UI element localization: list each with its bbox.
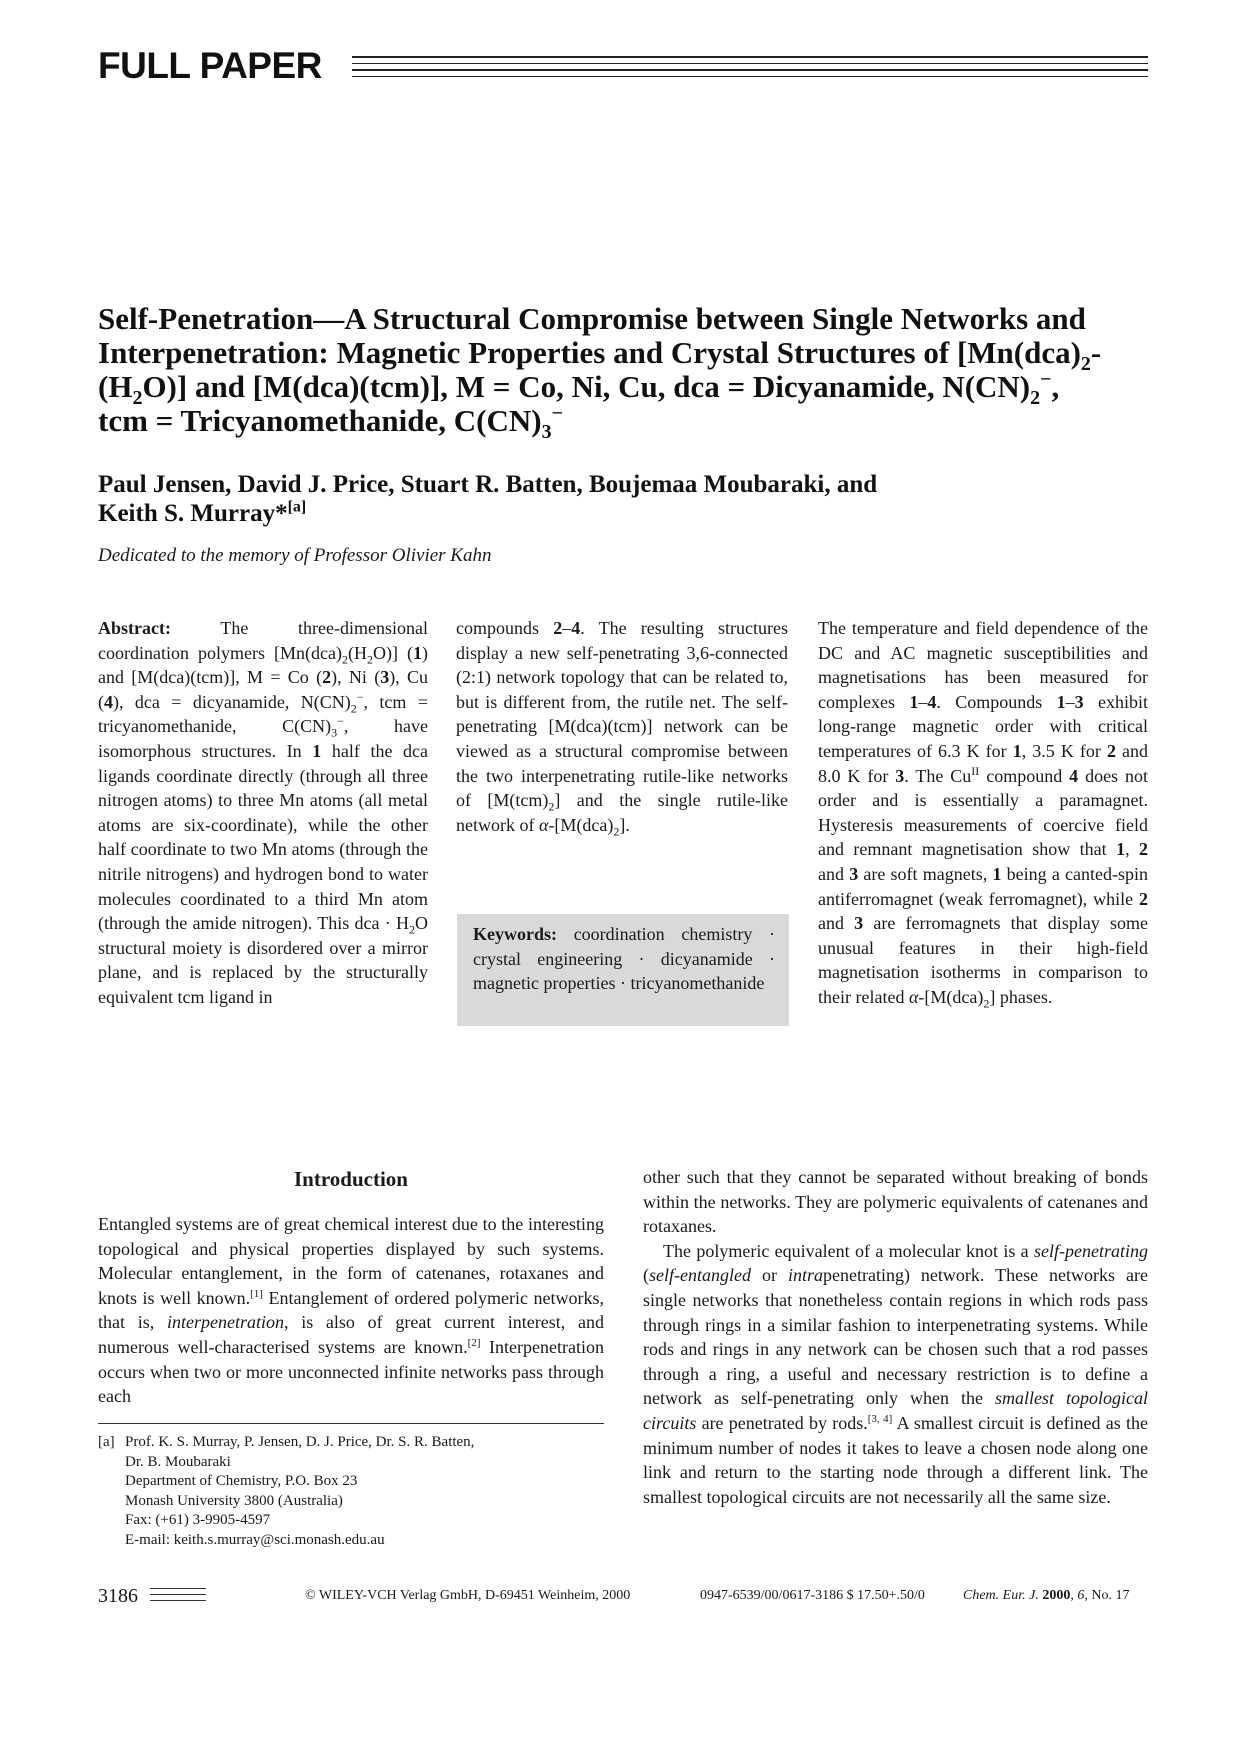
- affiliation-mark: [a]: [287, 498, 307, 516]
- footnote-line: Dr. B. Moubaraki: [125, 1453, 231, 1470]
- introduction-heading: Introduction: [294, 1167, 408, 1191]
- title-line: tcm = Tricyanomethanide, $C(CN)_3^-$: [98, 402, 563, 444]
- author-list: [98, 470, 1098, 528]
- copyright: © WILEY-VCH Verlag GmbH, D-69451 Weinheim, 2000: [305, 1588, 631, 1603]
- keyword: dicyanamide: [660, 948, 753, 969]
- paragraph: other such that they cannot be separated without breaking of bonds within the networks. They are polymeric equivalents of catenanes and rotaxanes.: [643, 1167, 1148, 1237]
- citation: [3, 4]: [867, 1412, 893, 1425]
- footnote-mark: [a]: [98, 1434, 115, 1450]
- title-line: $(H_2O)$] and [M(dca)(tcm)], M = Co, Ni, Cu, dca = Dicyanamide, $N(CN)_2^-$,: [98, 368, 1060, 410]
- author-line: Keith S. Murray*[a]: [98, 498, 307, 527]
- title-line: Self-Penetration—A Structural Compromise between Single Networks and: [98, 301, 1086, 336]
- page-number: 3186: [98, 1585, 138, 1607]
- title-line: Interpenetration: Magnetic Properties and Crystal Structures of [$Mn(dca)_2-$: [98, 335, 1102, 376]
- affiliation-footnote: [98, 1433, 604, 1551]
- footer-rules: [150, 1588, 206, 1606]
- issn: 0947-6539/00/0617-3186 $ 17.50+.50/0: [700, 1588, 925, 1603]
- keyword: magnetic properties: [473, 973, 616, 994]
- keyword: crystal engineering: [473, 948, 623, 969]
- keywords-box: Keywords: coordination chemistry · crystal engineering · dicyanamide · magnetic properties · tricyanomethanide: [457, 914, 789, 1026]
- keywords-label: Keywords:: [473, 924, 557, 944]
- footnote-line: Prof. K. S. Murray, P. Jensen, D. J. Price, Dr. S. R. Batten,: [125, 1434, 475, 1450]
- abstract-label: Abstract:: [98, 618, 171, 638]
- footnote-line: Monash University 3800 (Australia): [125, 1492, 343, 1509]
- paragraph: The polymeric equivalent of a molecular knot is a self-penetrating (self-entangled or intrapenetrating) network. These networks are single networks that nonetheless contain regions in which rods pass through rings in a similar fashion to interpenetrating systems. While rods and rings in any network can be chosen such that a rod passes through a ring, a useful and necessary restriction is to define a network as self-penetrating only when the smallest topological circuits are penetrated by rods.[3, 4] A smallest circuit is defined as the minimum number of nodes it takes to leave a chosen node along one link and return to the starting node through a different link. The smallest topological circuits are not necessarily all the same size.: [643, 1240, 1149, 1507]
- paper-title: [98, 301, 1148, 444]
- citation: [2]: [467, 1336, 481, 1349]
- footnote-rule: [98, 1423, 604, 1424]
- footnote-line: Fax: (+61) 3-9905-4597: [125, 1512, 271, 1529]
- introduction-left-column: Entangled systems are of great chemical interest due to the interesting topological and physical properties displayed by such systems. Molecular entanglement, in the form of catenanes, rotaxanes and knots is well known.[1] Entanglement of ordered polymeric networks, that is, interpenetration, is also of great current interest, and numerous well-characterised systems are known.[2] Interpenetration occurs when two or more unconnected infinite networks pass through each: [98, 1214, 604, 1407]
- abstract-column-1: Abstract: The three-dimensional coordination polymers $[Mn(dca)_2(H_2O)]$ (1) and [M(dca)(tcm)], M = Co (2), Ni (3), Cu (4), dca = dicyanamide, $N(CN)_2^-$, tcm = tricyanomethanide, $C(CN)_3^-$, have isomorphous structures. In 1 half the dca ligands coordinate directly (through all three nitrogen atoms) to three Mn atoms (all metal atoms are six-coordinate), while the other half coordinate to two Mn atoms (through the nitrile nitrogens) and hydrogen bond to water molecules coordinated to a third Mn atom (through the amide nitrogen). This dca · $H_2O$ structural moiety is disordered over a mirror plane, and is replaced by the structurally equivalent tcm ligand in: [98, 618, 428, 1007]
- section-label: FULL PAPER: [98, 45, 322, 86]
- abstract-column-3: The temperature and field dependence of the DC and AC magnetic susceptibilities and magnetisations has been measured for complexes 1–4. Compounds 1–3 exhibit long-range magnetic order with critical temperatures of 6.3 K for 1, 3.5 K for 2 and 8.0 K for 3. The $Cu^{II}$ compound 4 does not order and is essentially a paramagnet. Hysteresis measurements of coercive field and remnant magnetisation show that 1, 2 and 3 are soft magnets, 1 being a canted-spin antiferromagnet (weak ferromagnet), while 2 and 3 are ferromagnets that display some unusual features in their high-field magnetisation isotherms in comparison to their related $\alpha-[M(dca)_2]$ phases.: [818, 618, 1149, 1011]
- abstract-column-2: compounds 2–4. The resulting structures display a new self-penetrating 3,6-connected (2:1) network topology that can be related to, but is different from, the rutile net. The self-penetrating [M(dca)(tcm)] network can be viewed as a structural compromise between the two interpenetrating rutile-like networks of $[M(tcm)_2]$ and the single rutile-like network of $\alpha-[M(dca)_2]$.: [456, 618, 788, 839]
- header-rules: [352, 56, 1148, 84]
- footnote-line: E-mail: keith.s.murray@sci.monash.edu.au: [125, 1531, 385, 1548]
- dedication: Dedicated to the memory of Professor Olivier Kahn: [98, 545, 492, 566]
- citation: [1]: [250, 1287, 263, 1300]
- keyword: coordination chemistry: [573, 924, 753, 944]
- keyword: tricyanomethanide: [630, 973, 765, 994]
- author-line: Paul Jensen, David J. Price, Stuart R. Batten, Boujemaa Moubaraki, and: [98, 471, 878, 498]
- journal-citation: Chem. Eur. J. 2000, 6, No. 17: [963, 1588, 1130, 1603]
- introduction-right-column: [643, 1165, 1148, 1509]
- footnote-line: Department of Chemistry, P.O. Box 23: [125, 1473, 358, 1490]
